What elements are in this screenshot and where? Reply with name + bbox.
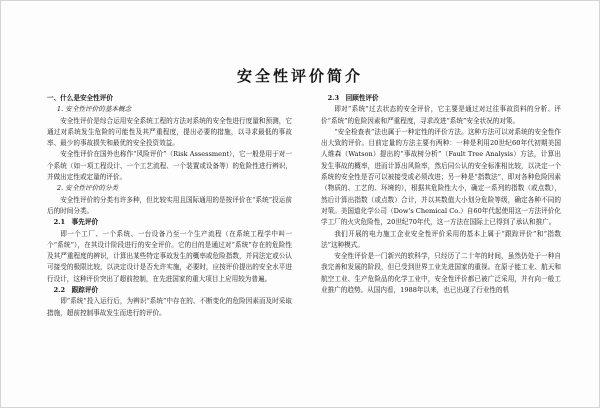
- paragraph: 我们开展的电力施工企业安全性评价采用的基本上属于“跟踪评价”和“指数法”这种模式。: [321, 229, 561, 249]
- left-column: [47, 93, 292, 319]
- subheading-classification: 2. 安全性评价的分类: [56, 184, 119, 193]
- paragraph: 即“系统”投入运行后，为辨识“系统”中存在的、不断变化的危险因素而及时采取措施，超前控制事故发生而进行的评价。: [47, 297, 292, 317]
- paragraph: “安全检查表”法也属于一种定性的评价方法。这种方法可以对系统的安全性作出大致的评价。目前定量的方法主要有两种：一种是利用20世纪60年代初期美国人维森（Watson）提出的“事故树分析”（Fault Tree Analysis）方法，计算出发生事故的概率，进而计算出风险率，然后同公认的安全标准相比较，以决定一个系统的安全性是否可以被接受或必须改进；另一种是“指数法”，即对各种危险因素（物质的、工艺的、环境的），根据其危险性大小，确定一系列的指数（或点数），然后计算出指数（或点数）合计，并以其数值大小划分危险等级，确定各种不同的对策。美国道化学公司（Dow's Chemical Co.）自60年代起使用这一方法评价化学工厂的火灾危险性，20世纪70年代，这一方法在国际上已得到了承认和推广。: [321, 127, 561, 227]
- section-heading: 一、什么是安全性评价: [47, 94, 113, 102]
- subheading-basic-concept: 1. 安全性评价的基本概念: [56, 105, 132, 114]
- paragraph: 安全性评价是一门新兴的软科学，只经历了二十年的时间，虽然仍处于一种自我完善和发展的阶段，但已受到世界工业先进国家的重视。在原子能工业、航天和航空工业、生产危险品的化学工业中，安全性评价都已被广泛采用，并有向一般工业推广的趋势。从国内看，1988年以来，也已出现了行业性的机: [321, 252, 561, 295]
- subheading-retrospective-evaluation: 2.3 回顾性评价: [327, 94, 379, 102]
- paragraph: 安全性评价是综合运用安全系统工程的方法对系统的安全性进行度量和预测，它通过对系统发生危险的可能性及其严重程度，提出必要的措施，以寻求最低的事故率、最少的事故损失和最优的安全投资效益。: [47, 116, 292, 148]
- paragraph: 安全性评价的分类有许多种，但比较实用且国际通用的是按评价在“系统”投运前后的时间分类。: [47, 195, 292, 215]
- page-title: 安全性评价简介: [236, 67, 363, 85]
- paragraph: 安全性评价在国外也称作“风险评价”（Risk Assessment），它一般是用于对一个系统（如一项工程设计、一个工艺流程、一个装置或设备等）的危险性进行辨识，并做出定性或定量的评价。: [47, 150, 292, 182]
- paragraph: 即对“系统”过去状态的安全评价，它主要是通过对过往事故资料的分析、评价“系统”的危险因素和严重程度，寻求改进“系统”安全状况的对策。: [321, 105, 561, 125]
- subheading-prior-evaluation: 2.1 事先评价: [53, 218, 99, 227]
- paragraph: 即一个工厂、一个系统、一台设备乃至一个生产流程（在系统工程学中叫一个“系统”），在其设计阶段进行的安全评价。它的目的是通过对“系统”存在的危险性及其严重程度的辨识，计算出某些特定事故发生的概率或危险指数，并同法定或公认可接受的极限比较，以决定设计是否允许实施，必要时，应按评价提出的安全水平进行设计，这种评价突出了超前控制，在先进国家的重大项目上应用较为普遍。: [47, 229, 292, 283]
- right-column: [321, 93, 561, 296]
- subheading-tracking-evaluation: 2.2 跟踪评价: [53, 286, 99, 295]
